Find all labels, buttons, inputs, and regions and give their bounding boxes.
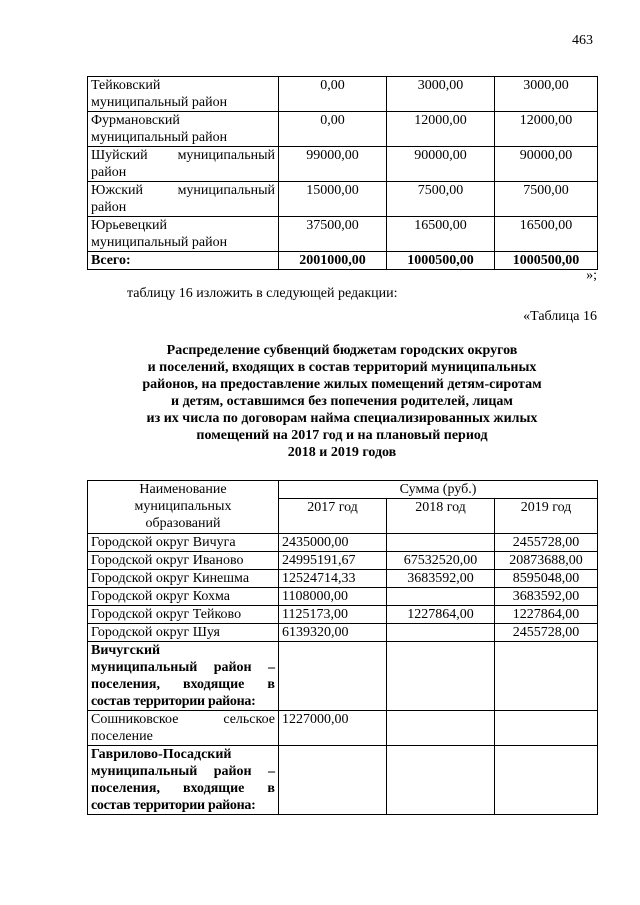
- empty-cell: [387, 746, 495, 815]
- value-2018: 1227864,00: [387, 606, 495, 624]
- heading-line: и детям, оставшимся без попечения родителей, лицам: [171, 394, 513, 409]
- table-row: [88, 624, 598, 642]
- table-row: [88, 112, 598, 147]
- page-number: 463: [572, 33, 593, 48]
- group-heading: Вичугский муниципальный район – поселения, входящие в состав территории района:: [88, 642, 279, 711]
- value-2018: 67532520,00: [387, 552, 495, 570]
- value-2018: 3683592,00: [387, 570, 495, 588]
- heading-line: помещений на 2017 год и на плановый период: [196, 428, 488, 443]
- value-2018: [387, 624, 495, 642]
- value-2017: 1125173,00: [279, 606, 387, 624]
- table-row: [88, 147, 598, 182]
- table-row: [88, 552, 598, 570]
- value-2019: 8595048,00: [495, 570, 598, 588]
- value-2017: 1108000,00: [279, 588, 387, 606]
- table-row: [88, 534, 598, 552]
- group-row: [88, 746, 598, 815]
- total-2019: 1000500,00: [495, 252, 598, 270]
- municipality-name: Городской округ Кинешма: [88, 570, 279, 588]
- value-2017: 0,00: [279, 112, 387, 147]
- header-2017: 2017 год: [279, 499, 387, 534]
- subsidy-table-16: [87, 480, 598, 815]
- value-2018: 90000,00: [387, 147, 495, 182]
- heading-line: из их числа по договорам найма специализированных жилых: [146, 411, 538, 426]
- empty-cell: [495, 746, 598, 815]
- value-2018: 12000,00: [387, 112, 495, 147]
- value-2018: 16500,00: [387, 217, 495, 252]
- total-2018: 1000500,00: [387, 252, 495, 270]
- value-2019: 90000,00: [495, 147, 598, 182]
- total-2017: 2001000,00: [279, 252, 387, 270]
- value-2017: 12524714,33: [279, 570, 387, 588]
- value-2017: 1227000,00: [279, 711, 387, 746]
- empty-cell: [495, 642, 598, 711]
- value-2017: 15000,00: [279, 182, 387, 217]
- instruction-text: таблицу 16 изложить в следующей редакции:: [127, 286, 398, 301]
- total-label: Всего:: [88, 252, 279, 270]
- value-2018: 7500,00: [387, 182, 495, 217]
- heading-line: и поселений, входящих в состав территорий муниципальных: [147, 360, 537, 375]
- value-2019: 3683592,00: [495, 588, 598, 606]
- table-row: [88, 570, 598, 588]
- value-2018: [387, 711, 495, 746]
- municipality-name: Шуйский муниципальный район: [88, 147, 279, 182]
- municipality-name: Южский муниципальный район: [88, 182, 279, 217]
- value-2017: 0,00: [279, 77, 387, 112]
- value-2019: [495, 711, 598, 746]
- group-heading: Гаврилово-Посадский муниципальный район – поселения, входящие в состав территории района:: [88, 746, 279, 815]
- municipality-name: Городской округ Шуя: [88, 624, 279, 642]
- value-2017: 2435000,00: [279, 534, 387, 552]
- table-heading: [87, 342, 597, 461]
- value-2019: 12000,00: [495, 112, 598, 147]
- municipality-name: Городской округ Иваново: [88, 552, 279, 570]
- municipality-name: Юрьевецкий муниципальный район: [88, 217, 279, 252]
- municipality-name: Городской округ Кохма: [88, 588, 279, 606]
- value-2018: 3000,00: [387, 77, 495, 112]
- table-label: «Таблица 16: [523, 309, 597, 324]
- municipality-name: Городской округ Вичуга: [88, 534, 279, 552]
- municipality-name: Фурмановский муниципальный район: [88, 112, 279, 147]
- header-sum: Сумма (руб.): [279, 481, 598, 499]
- value-2017: 37500,00: [279, 217, 387, 252]
- subsidy-table-continued: [87, 76, 598, 270]
- table-row: [88, 711, 598, 746]
- header-2019: 2019 год: [495, 499, 598, 534]
- value-2019: 7500,00: [495, 182, 598, 217]
- heading-line: Распределение субвенций бюджетам городских округов: [166, 343, 518, 358]
- table-row: [88, 588, 598, 606]
- value-2017: 6139320,00: [279, 624, 387, 642]
- value-2018: [387, 534, 495, 552]
- table-row: [88, 606, 598, 624]
- value-2019: 3000,00: [495, 77, 598, 112]
- municipality-name: Тейковский муниципальный район: [88, 77, 279, 112]
- value-2019: 2455728,00: [495, 534, 598, 552]
- value-2019: 2455728,00: [495, 624, 598, 642]
- header-2018: 2018 год: [387, 499, 495, 534]
- closing-quote: »;: [586, 268, 597, 283]
- settlement-name: Сошниковское сельское поселение: [88, 711, 279, 746]
- empty-cell: [279, 746, 387, 815]
- empty-cell: [387, 642, 495, 711]
- heading-line: 2018 и 2019 годов: [287, 445, 397, 460]
- value-2018: [387, 588, 495, 606]
- header-name: Наименование муниципальных образований: [88, 481, 279, 534]
- value-2019: 1227864,00: [495, 606, 598, 624]
- value-2017: 99000,00: [279, 147, 387, 182]
- header-row: [88, 481, 598, 499]
- table-row: [88, 217, 598, 252]
- value-2019: 20873688,00: [495, 552, 598, 570]
- empty-cell: [279, 642, 387, 711]
- value-2019: 16500,00: [495, 217, 598, 252]
- group-row: [88, 642, 598, 711]
- table-row: [88, 77, 598, 112]
- table-row: [88, 182, 598, 217]
- heading-line: районов, на предоставление жилых помещений детям-сиротам: [142, 377, 542, 392]
- total-row: [88, 252, 598, 270]
- value-2017: 24995191,67: [279, 552, 387, 570]
- municipality-name: Городской округ Тейково: [88, 606, 279, 624]
